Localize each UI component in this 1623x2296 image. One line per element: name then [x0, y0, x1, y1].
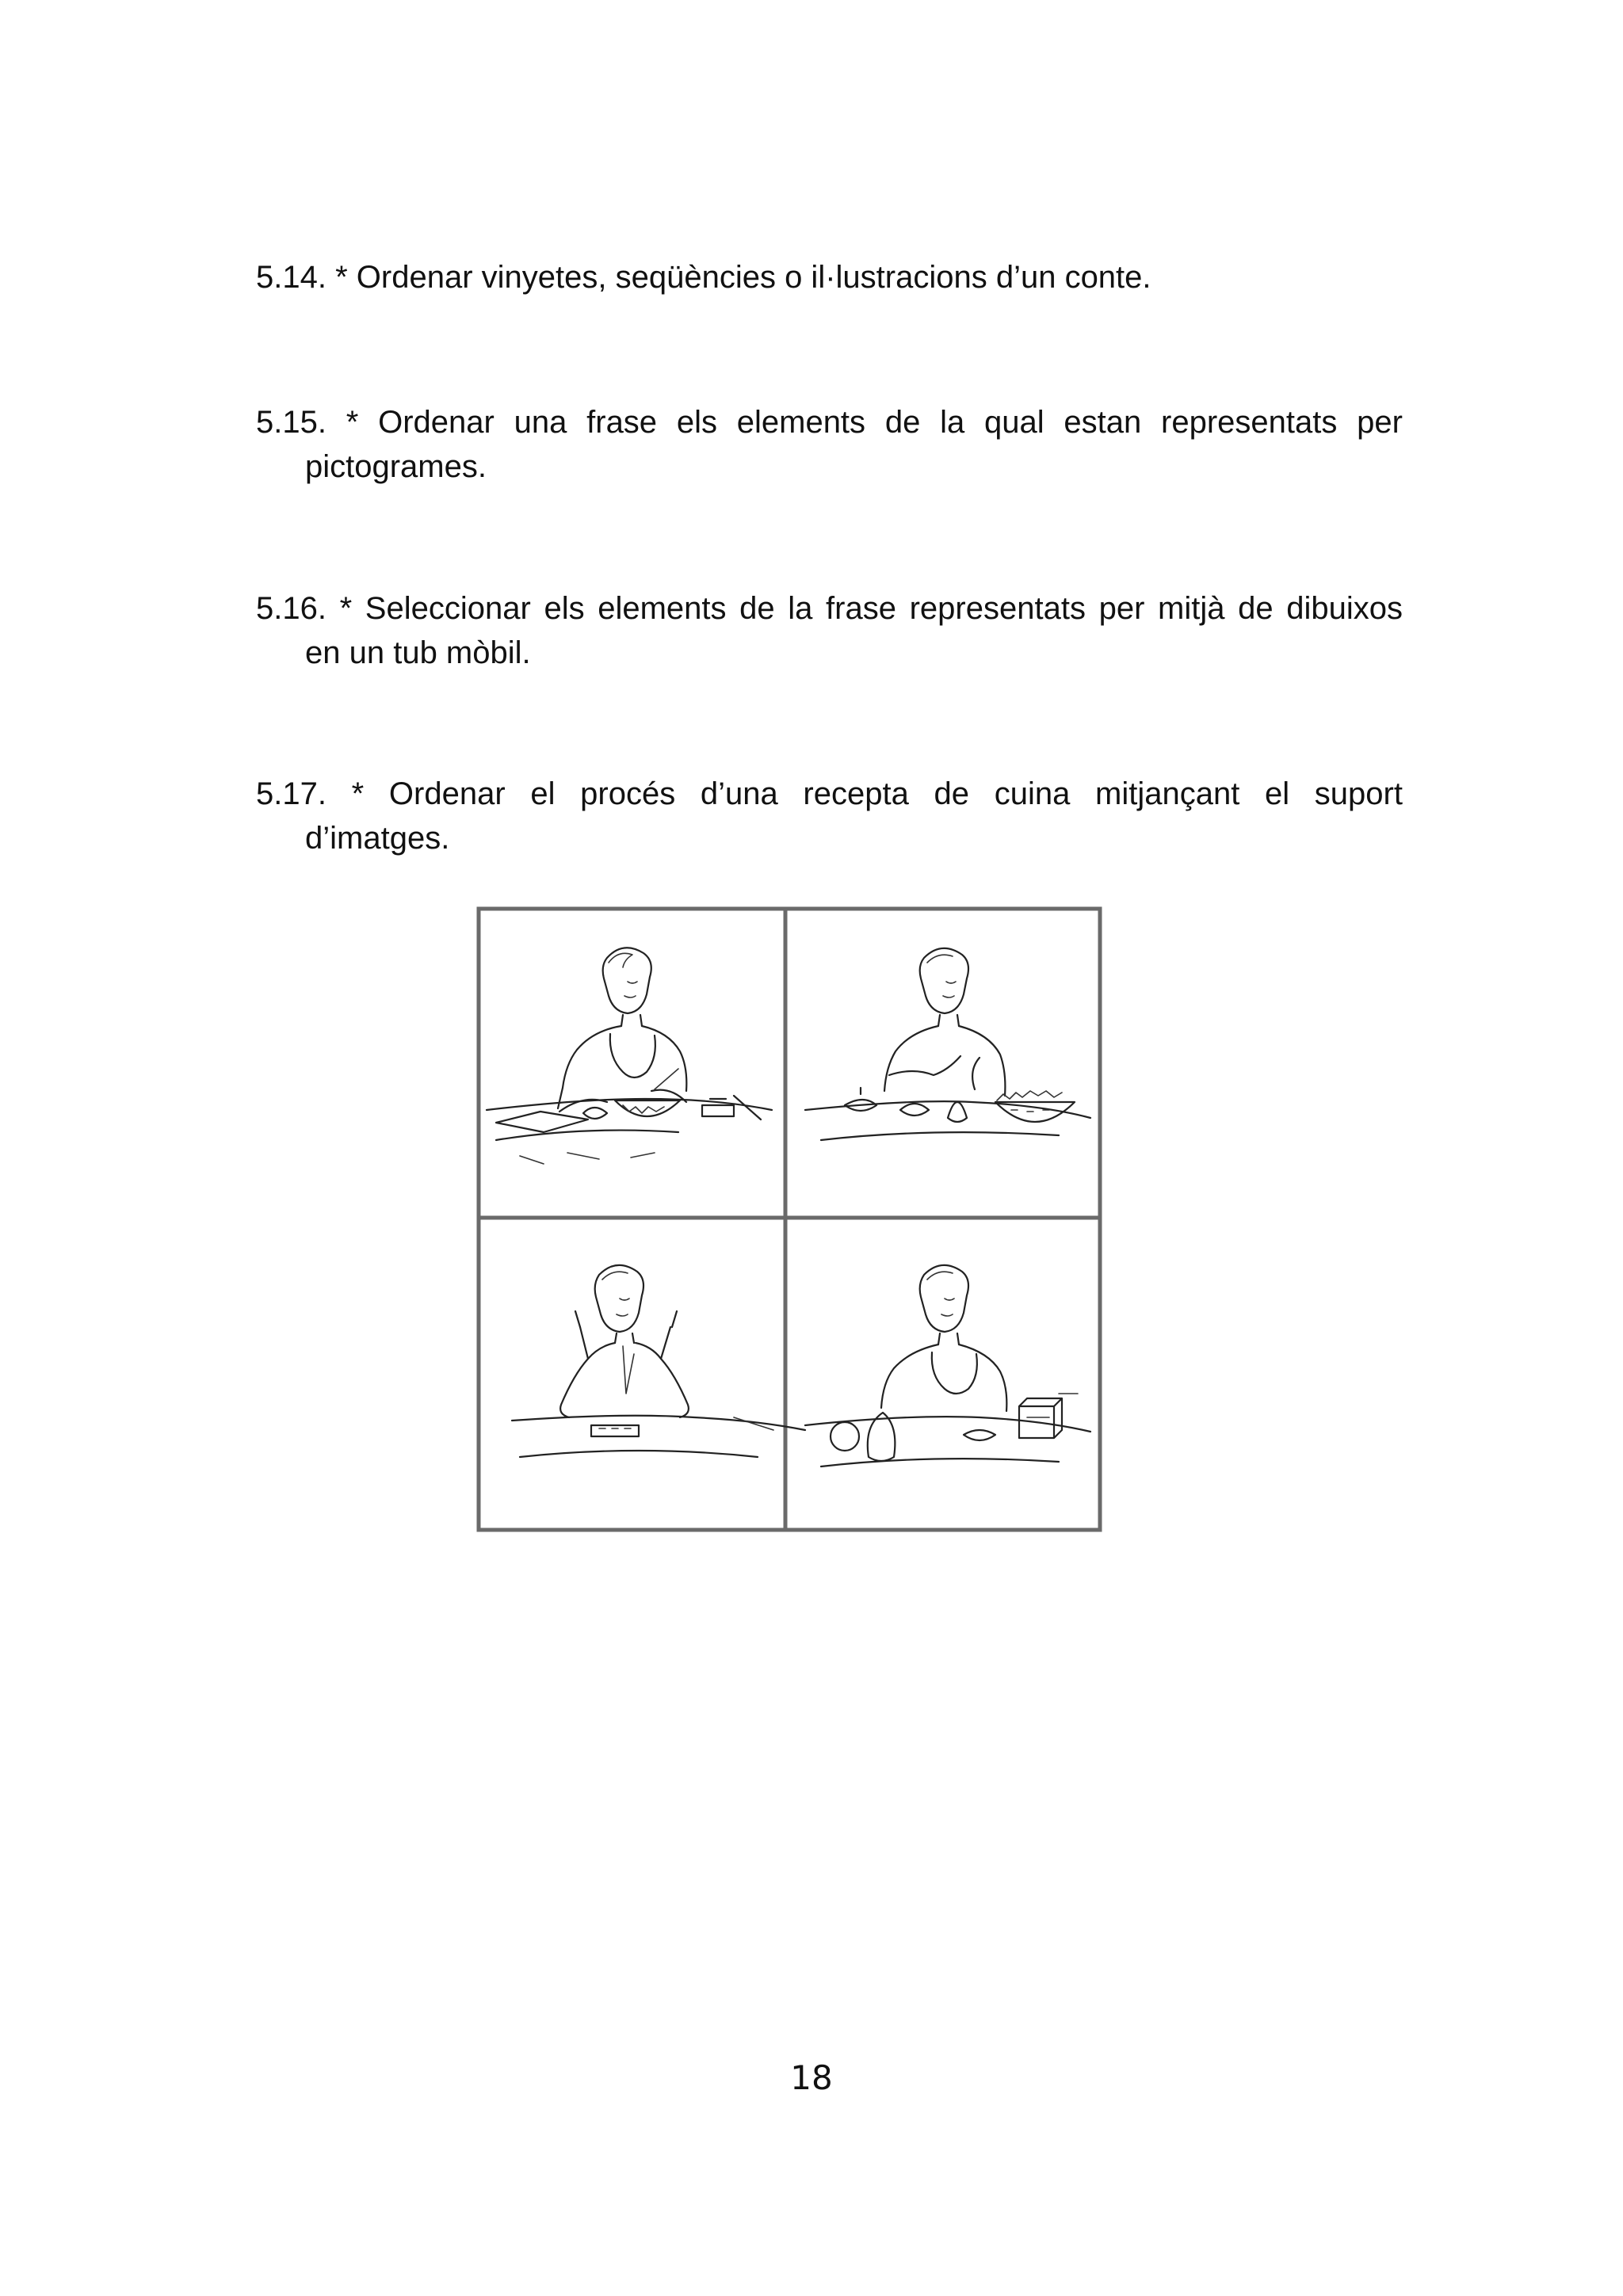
item-text-continuation: d’imatges. — [305, 821, 450, 856]
item-text-continuation: pictogrames. — [305, 449, 487, 484]
list-item-5-15 — [256, 400, 1403, 489]
list-item-5-16 — [256, 586, 1403, 675]
item-text: * Ordenar una frase els elements de la qual estan representats per — [346, 405, 1403, 440]
item-number: 5.14. — [256, 260, 327, 295]
list-item-5-14 — [256, 255, 1403, 299]
recipe-illustration-grid — [472, 902, 1106, 1536]
item-number: 5.17. — [256, 776, 327, 811]
item-text-continuation: en un tub mòbil. — [305, 635, 531, 670]
item-text: * Ordenar vinyetes, seqüències o il·lustracions d’un conte. — [335, 260, 1151, 295]
list-item-5-17 — [256, 772, 1403, 860]
item-number: 5.16. — [256, 591, 327, 626]
item-text: * Ordenar el procés d’una recepta de cuina mitjançant el suport — [351, 776, 1403, 811]
page-number: 18 — [790, 2058, 833, 2097]
item-number: 5.15. — [256, 405, 327, 440]
item-text: * Seleccionar els elements de la frase representats per mitjà de dibuixos — [339, 591, 1403, 626]
